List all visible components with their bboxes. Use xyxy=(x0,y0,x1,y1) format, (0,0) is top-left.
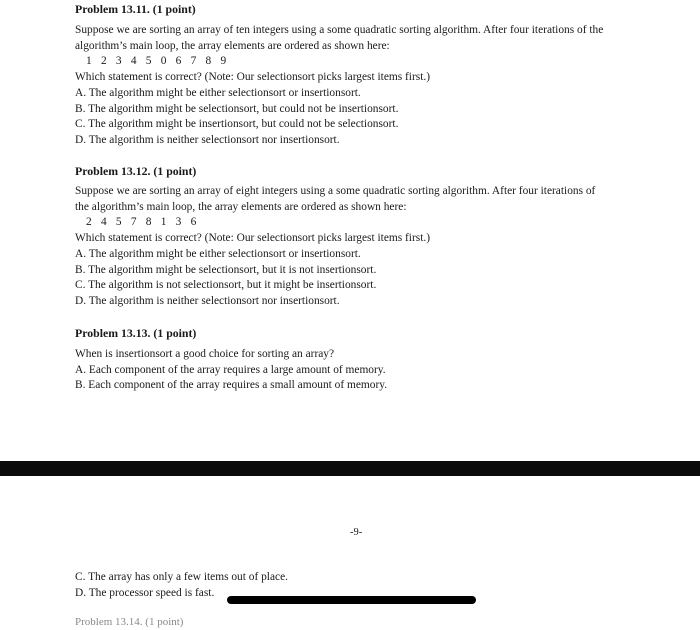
problem-text: algorithm’s main loop, the array elements are ordered as shown here: xyxy=(75,39,390,52)
redaction-bar xyxy=(227,596,476,604)
array-values: 2 4 5 7 8 1 3 6 xyxy=(86,216,200,229)
problem-title: Problem 13.11. (1 point) xyxy=(75,2,196,16)
problem-title: Problem 13.13. (1 point) xyxy=(75,326,197,340)
problem-text: Suppose we are sorting an array of eight integers using a some quadratic sorting algorithm. After four iterations of xyxy=(75,185,596,197)
option-c: C. The algorithm might be insertionsort, but could not be selectionsort. xyxy=(75,118,399,131)
option-b: B. Each component of the array requires a small amount of memory. xyxy=(75,379,388,392)
cut-off-heading: Problem 13.14. (1 point) xyxy=(75,616,184,628)
question-text: Which statement is correct? (Note: Our selectionsort picks largest items first.) xyxy=(75,232,431,245)
question-text: Which statement is correct? (Note: Our selectionsort picks largest items first.) xyxy=(75,71,431,84)
option-a: A. The algorithm might be either selectionsort or insertionsort. xyxy=(75,86,361,99)
option-c: C. The algorithm is not selectionsort, but it might be insertionsort. xyxy=(75,279,377,292)
option-d: D. The algorithm is neither selectionsort nor insertionsort. xyxy=(75,133,340,146)
problem-title: Problem 13.12. (1 point) xyxy=(75,164,197,178)
problem-text: the algorithm’s main loop, the array elements are ordered as shown here: xyxy=(75,200,407,213)
option-a: A. The algorithm might be either selectionsort or insertionsort. xyxy=(75,247,361,260)
problem-text: Suppose we are sorting an array of ten integers using a some quadratic sorting algorithm. After four iterations of the xyxy=(75,24,604,36)
page-number: -9- xyxy=(350,527,363,538)
array-values: 1 2 3 4 5 0 6 7 8 9 xyxy=(86,55,230,68)
option-b: B. The algorithm might be selectionsort, but could not be insertionsort. xyxy=(75,102,399,115)
option-d: D. The processor speed is fast. xyxy=(75,587,215,599)
option-c: C. The array has only a few items out of place. xyxy=(75,571,288,583)
problem-13-11 xyxy=(75,2,655,149)
problem-13-12 xyxy=(75,164,655,310)
option-d: D. The algorithm is neither selectionsort nor insertionsort. xyxy=(75,294,340,307)
problem-13-13 xyxy=(75,326,655,394)
question-text: When is insertionsort a good choice for sorting an array? xyxy=(75,348,335,360)
page-break-band xyxy=(0,461,700,476)
option-a: A. Each component of the array requires a large amount of memory. xyxy=(75,363,386,376)
option-b: B. The algorithm might be selectionsort, but it is not insertionsort. xyxy=(75,263,377,276)
